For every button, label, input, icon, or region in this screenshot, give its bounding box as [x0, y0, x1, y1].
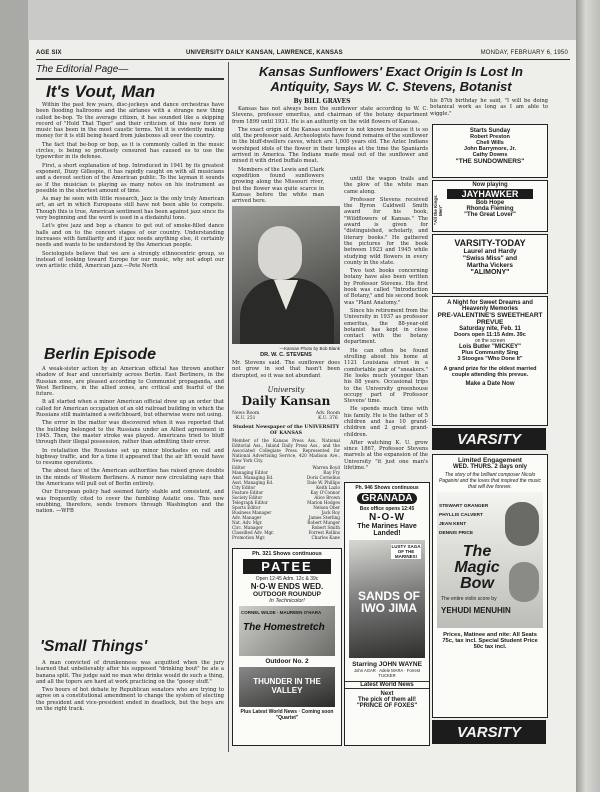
staff-name: Alice Brown: [314, 495, 340, 500]
staff-name: Forrest Rollins: [308, 530, 340, 535]
berlin-para: Our European policy had seemed fairly stable and consistent, and was frequently cited to cover the fumbling Asiatic one. This new snubbing, therefore, sends tremors through Washington and the nation. —WFB: [36, 489, 224, 515]
vout-headline: It's Vout, Man: [46, 82, 156, 101]
varsity-today-name: VARSITY-TODAY: [454, 238, 526, 248]
feature-para: Since his retirement from the University in 1937 as professor emeritus, the 88-year-old botanist has kept in close contact with the botany department.: [344, 307, 428, 346]
magic-bow-engagement: Limited Engagement: [458, 457, 522, 464]
staff-role: Society Editor: [232, 495, 263, 500]
sweetheart-text: A Night for Sweet Dreams and Heavenly Memories: [447, 300, 533, 312]
staff-name: Nelson Ober: [313, 505, 340, 510]
granada-name: GRANADA: [357, 493, 417, 504]
magic-bow-ad: [432, 454, 548, 718]
jayhawker-side: "All the Kings Men": [433, 195, 443, 225]
staff-name: Robert Munger: [307, 520, 340, 525]
sundowners-cast: Cheli Wills: [476, 140, 504, 146]
staff-name: Doris Cornelius: [306, 475, 340, 480]
berlin-para: In retaliation the Russians set up minor blockades on rail and highway traffic, and for a time it appeared that the air lift would have to resume operations.: [36, 447, 224, 467]
sundowners-cast: Cathy Downs: [472, 152, 508, 158]
cast-member: JEAN KENT: [439, 522, 467, 527]
masthead-small: University: [267, 386, 305, 394]
feature-para: After watching K. U. grow since 1867, Professor Stevens marvels at the expansion of the University "it just one man's lifetime.": [344, 439, 428, 472]
homestretch-title: The Homestretch: [243, 622, 325, 633]
adv-room-label: Adv. Room: [315, 411, 340, 416]
staff-name: Keith Lazlo: [316, 485, 340, 490]
staff-role: City Editor: [232, 485, 256, 490]
iwo-jima-title: SANDS OF IWO JIMA: [357, 589, 420, 615]
magic-bow-violinist: YEHUDI MENUHIN: [441, 606, 511, 615]
news-room-phone: K.U. 251: [235, 416, 256, 421]
issue-date: MONDAY, FEBRUARY 6, 1950: [480, 50, 568, 56]
jayhawker-ad: [432, 180, 548, 232]
jayhawker-line1: Bob Hope: [475, 200, 505, 206]
thunder-poster: THUNDER IN THE VALLEY: [239, 667, 335, 707]
patee-footer: Plus Latest World News · Coming soon "Quartet": [240, 709, 334, 721]
news-room-label: News Room: [232, 411, 260, 416]
cast-member: DENNIS PRICE: [439, 531, 474, 536]
varsity-today-line: "Swiss Miss" and: [462, 255, 518, 262]
masthead-title: Daily Kansan: [241, 394, 331, 408]
sweetheart-stooges: 3 Stooges "Who Done It": [457, 356, 523, 362]
staff-role: Managing Editor: [232, 470, 268, 475]
staff-name: Kay O'Connor: [310, 490, 340, 495]
vout-para: As may be seen with little research, Jazz is the only truly American art, an art in which Europeans still have not been able to compete. Though this is true, American sentiment has been against jazz since its very beginning and the word is used in a disdainful tone.: [36, 196, 224, 222]
feature-tail: Mr. Stevens said. The sunflower does not grow in sod that hasn't been disrupted, so it was not abundant: [232, 360, 340, 379]
masthead-staff: [232, 465, 340, 540]
jayhawker-line3: "The Great Lover": [464, 212, 516, 218]
photo-caption: DR. W. C. STEVENS: [260, 352, 312, 358]
iwo-jima-poster: [349, 540, 425, 658]
varsity-today-line: Laurel and Hardy: [463, 248, 517, 255]
staff-role: Promotion Mgr.: [232, 535, 266, 540]
cast-member: PHYLLIS CALVERT: [439, 513, 483, 518]
sweetheart-prevue-ad: [432, 296, 548, 426]
magic-bow-prices: Prices, Matinee and nite: All Seats 75c, tax incl. Special Student Price 50c tax incl.: [442, 632, 538, 650]
patee-ad: [232, 548, 342, 746]
granada-phone: Ph. 946 Shows continuous: [355, 485, 419, 491]
vout-para: Within the past few years, disc-jockeys and dance orchestras have been flooding ballrooms and the airlanes with a strange new thing called be-bop. To the average citizen, it has sounded like a skipping record of "Hold That Tiger" and their criticism of this new form of music has been in the most caustic terms. Yet it is evidently making money for it is still being heard from jukeboxes all over the country.: [36, 102, 224, 140]
staff-name: Ray Fry: [323, 470, 340, 475]
staff-name: Charles Kane: [311, 535, 340, 540]
feature-para: Two text books concerning botany have also been written by Professor Stevens. His first book was called "Introduction of Botany," and his second book was "Plant Anatomy.": [344, 268, 428, 306]
sundowners-starts: Starts Sunday: [469, 128, 511, 134]
sundowners-cast: John Barrymore, Jr.: [464, 146, 516, 152]
small-things-para: Two hours of hot debate by Republican senators who are trying to agree on a constitutional amendment to change the system of electing the president and vice-president ended in deadlock, but the boys are on the right track.: [36, 687, 224, 713]
sweetheart-plus: Plus Community Sing: [461, 350, 519, 356]
feature-headline: Kansas Sunflowers' Exact Origin Is Lost In Antiquity, Says W. C. Stevens, Botanist: [259, 64, 523, 94]
magic-bow-when: WED. THURS. 2 days only: [452, 464, 527, 470]
feature-column-2: [344, 176, 428, 472]
patee-technicolor: In Technicolor!: [269, 598, 305, 604]
editorial-label: The Editorial Page—: [36, 64, 224, 80]
poster-portrait: [505, 502, 539, 546]
staff-name: Dale W. Phillips: [307, 480, 340, 485]
photo-credit: —Kansan Photo by Bob Blank: [279, 346, 340, 351]
staff-role: Editor: [232, 465, 246, 470]
sundowners-cast: Robert Preston: [470, 134, 510, 140]
granada-marines: The Marines Have Landed!: [357, 523, 417, 537]
feature-para: Members of the Lewis and Clark expedition found sunflowers growing along the Missouri river, but the flower was quite scarce in Kansas before the white man arrived here.: [232, 166, 324, 205]
homestretch-stars: CORNEL WILDE · MAUREEN O'HARA: [241, 610, 322, 615]
granada-next: The pick of them all! "PRINCE OF FOXES": [356, 697, 418, 709]
patee-outdoor2: Outdoor No. 2: [265, 658, 309, 665]
vout-para: First, a short explanation of bop. Introduced in 1941 by its greatest exponent, Dizzy Gillespie, it has rapidly caught on with all musicians and a devout section of the American public. To the layman it sounds as if the musician is playing as many notes on his instrument as possible in the shortest amount of time.: [36, 162, 224, 194]
masthead-blurb: Member of the Kansas Press Ass., National Editorial Ass., Inland Daily Press Ass., and the Associated Collegiate Press. Represented for National Advertising Service, 420 Madison Ave., New York City.: [232, 438, 340, 463]
patee-hours: Open 12:45 Adm. 12c & 39c: [255, 576, 319, 582]
poster-portrait: [509, 562, 539, 602]
berlin-para: It all started when a minor American official drew up an order that called for American occupation of an old railroad building in which the Russians still maintained a switchboard, but otherwise were not using.: [36, 399, 224, 419]
berlin-para: A weak-sister action by an American official has thrown another shadow of fear and uncertainty across Berlin. East Berliners, in the Russian zone, are pleased according to Communist propaganda, and West Berliners, in the allied zones, are critical and fearful of the future.: [36, 366, 224, 398]
paper-name: UNIVERSITY DAILY KANSAN, LAWRENCE, KANSAS: [186, 50, 343, 56]
berlin-headline: Berlin Episode: [44, 346, 157, 363]
patee-phone: Ph. 321 Shows continuous: [252, 551, 322, 557]
sundowners-ad: [432, 124, 548, 178]
page-header: [36, 48, 570, 60]
homestretch-poster: [239, 606, 335, 656]
staff-row: [232, 535, 340, 540]
iwo-jima-tagline: LUSTY SAGA OF THE MARINES!: [391, 544, 421, 559]
small-things-headline: 'Small Things': [40, 638, 148, 655]
staff-name: Marion Hodges: [307, 500, 340, 505]
varsity-footer: [432, 720, 546, 744]
granada-hours: Box office opens 12:45: [359, 506, 415, 512]
sweetheart-screen: on the screen: [474, 338, 506, 344]
feature-continuation: his 87th birthday he said, "I will be doing botanical work as long as I am able to wiggle.": [430, 98, 548, 117]
patee-name: PATEE: [243, 559, 331, 574]
varsity-footer-name: VARSITY: [457, 724, 521, 741]
vout-para: Sociologists believe that we are a strongly ethnocentric group, so instead of looking toward Europe for our music, why not adopt our own artistic child, American jazz.—Pete North: [36, 250, 224, 270]
berlin-para: The about face of the American authorities has raised grave doubts in the minds of Western Berliners. A rumor now circulating says that the Americans will pull out of Berlin entirely.: [36, 468, 224, 488]
sweetheart-title: PRE-VALENTINE'S SWEETHEART PREVUE: [437, 312, 543, 326]
staff-role: Telegraph Editor: [232, 500, 268, 505]
magic-bow-desc: The story of the brilliant composer Nicolo Paganini and the loves that inspired the music that will live forever.: [439, 472, 542, 490]
feature-para: He can often be found strolling about his home at 1121 Louisiana street in a comfortable pair of "sneakers." He looks much younger than his 88 years. Occasional trips to the University greenhouse occupy part of Professor Stevens' time.: [344, 347, 428, 405]
patee-now: N·O·W ENDS WED.: [250, 582, 324, 591]
sweetheart-movie: Lois Butler "MICKEY": [458, 344, 522, 350]
stevens-photo: [232, 206, 340, 344]
feature-byline: By BILL GRAVES: [293, 98, 351, 105]
granada-next-label: Next: [380, 691, 394, 697]
vout-para: Let's give jazz and bop a chance to get out of smoke-filled dance halls and on to the concert stages of our country. Understanding increases with familiarity and if jazz needs anything else, it certainly needs and wants to be understood by the American people.: [36, 223, 224, 249]
staff-role: Feature Editor: [232, 490, 264, 495]
column-rule: [228, 62, 229, 752]
sweetheart-when: Saturday nite, Feb. 11: [459, 326, 521, 332]
varsity-today-line: "ALIMONY": [470, 269, 510, 276]
kansan-masthead: [232, 386, 340, 540]
small-things-article: [36, 660, 224, 744]
binder-margin: [0, 0, 28, 792]
berlin-article: [36, 366, 224, 636]
small-things-para: A man convicted of drunkenness was acquitted when the jury learned that unbelievably after his supposed "drinking bout" he ate a banana split. The judge said no man who drinks would do such a thing, and all the topers are hard at work practicing on the "gooey stuff.": [36, 660, 224, 685]
granada-ad: [344, 482, 430, 746]
sweetheart-prize: A grand prize for the oldest married couple attending this prevue.: [443, 366, 537, 378]
varsity-banner-name: VARSITY: [457, 431, 521, 448]
feature-para: until the wagon trails and the plow of the white man came along.: [344, 176, 428, 195]
magic-bow-poster: [437, 492, 543, 628]
feature-para: Professor Stevens received the Byron Caldwell Smith award for his book, "Wildflowers of Kansas." The award is given for "distinguished, scholarly, and literary books." He gathered the pictures for the book between 1923 and 1945 while studying wild flowers in every county in the state.: [344, 196, 428, 266]
staff-role: Asst. Managing Ed.: [232, 480, 274, 485]
vout-para: The fact that be-bop or bop, as it is commonly called in the music circles, is being so profusely censured has caused us to use the typewriter in its defense.: [36, 141, 224, 161]
staff-name: James Sterling: [308, 515, 340, 520]
varsity-today-line: Martha Vickers: [466, 262, 514, 269]
staff-role: Asst. Managing Ed.: [232, 475, 274, 480]
sweetheart-doors: Doors open 11:15 Adm. 39c: [454, 332, 526, 338]
staff-name: Warren Boyd: [312, 465, 340, 470]
feature-para: He spends much time with his family. He is the father of 5 children and has 10 grand-children and 2 great grand-children.: [344, 406, 428, 438]
staff-role: Business Manager: [232, 510, 272, 515]
jayhawker-name: JAYHAWKER: [447, 189, 533, 199]
granada-now: N-O-W: [368, 512, 406, 523]
berlin-para: The error in the matter was discovered when it was reported that the building belonged to the Russians under an Allied agreement in 1945. Then, the master stroke was played. Americans tried to bluff through their illegal possession, rather than admitting their error.: [36, 420, 224, 446]
staff-name: Robert Smith: [311, 525, 340, 530]
magic-bow-cast: [439, 502, 488, 538]
magic-bow-title: The Magic Bow: [454, 543, 500, 592]
staff-role: Sports Editor: [232, 505, 261, 510]
staff-role: Adv. Manager: [232, 515, 262, 520]
staff-role: Circ. Manager: [232, 525, 263, 530]
iwo-jima-cast: John AGAR · Adele MARA · Forrest TUCKER: [353, 668, 421, 678]
patee-roundup: OUTDOOR ROUNDUP: [253, 591, 321, 598]
varsity-today-ad: [432, 234, 548, 294]
page-number: AGE SIX: [36, 50, 62, 56]
adv-room-phone: K.U. 376: [318, 416, 338, 421]
feature-para: The exact origin of the Kansas sunflower is not known because it is so old, the professor said. Archeologists have found remains of the sunflower in the bluff-dwellers caves, which are 1,000 years old. The Aztec Indians worshiped idols of the flower in their temples at the time the Spaniards arrived in America. The Indians made meal out of the sunflower and mixed it with dried buffalo meat.: [232, 126, 428, 165]
staff-role: Classified Adv. Mgr.: [232, 530, 275, 535]
sundowners-title: "THE SUNDOWNERS": [455, 158, 525, 165]
cast-member: STEWART GRANGER: [439, 504, 489, 509]
staff-name: Jack Roy: [321, 510, 340, 515]
iwo-jima-star: Starring JOHN WAYNE: [352, 661, 422, 668]
feature-para: Kansas has not always been the sunflower state according to W. C. Stevens, professor emeritus, and chairman of the botany department from 1899 until 1931. He is an authority on the wild flowers of Kansas.: [232, 106, 428, 125]
sweetheart-date: Make a Date Now: [465, 381, 515, 387]
jayhawker-playing: Now playing: [472, 182, 508, 188]
granada-news: Latest World News: [345, 681, 429, 689]
jayhawker-line2: Rhonda Fleming: [466, 206, 514, 212]
vout-article: [36, 102, 224, 334]
masthead-member: Student Newspaper of the UNIVERSITY OF KANSAS: [232, 424, 340, 436]
staff-role: Nat. Adv. Mgr.: [232, 520, 263, 525]
varsity-banner: [432, 428, 546, 450]
magic-bow-violin: The entire violin score by: [441, 596, 497, 602]
page-spine: [576, 0, 600, 792]
